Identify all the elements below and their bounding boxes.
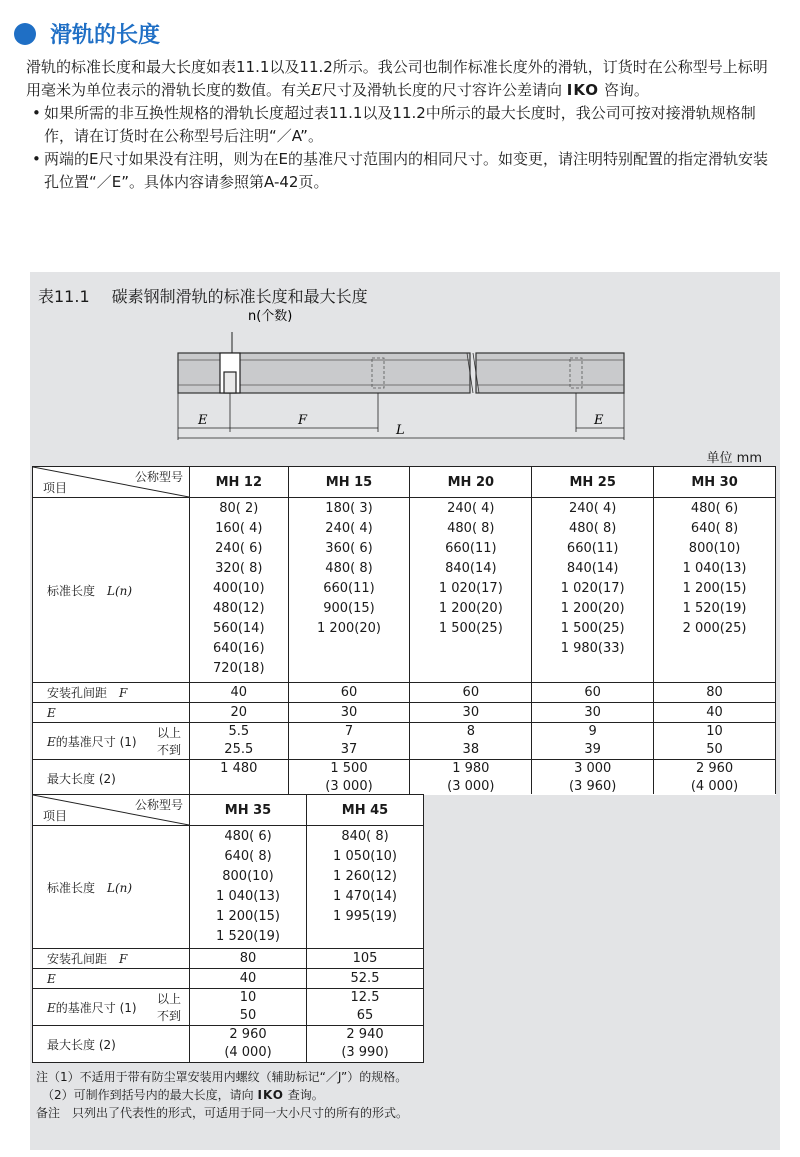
std-length-value: 800(10): [222, 869, 274, 884]
max-length-cell: 3 000 (3 960): [532, 760, 654, 797]
std-length-value: 640( 8): [690, 521, 739, 536]
std-length-value: 1 980(33): [560, 641, 625, 656]
dim-e-left: E: [198, 413, 208, 428]
std-length-cell: [190, 498, 289, 683]
model-header: MH 20: [410, 467, 532, 498]
std-length-cell: [410, 498, 532, 683]
rail-diagram: [30, 272, 780, 452]
table-panel: [30, 272, 780, 1150]
std-length-value: 400(10): [213, 581, 265, 596]
std-length-cell: [654, 498, 776, 683]
std-length-value: 480( 8): [447, 521, 495, 536]
e-cell: 40: [654, 703, 776, 723]
std-length-value: 640(16): [213, 641, 265, 656]
e-ref-cell: 10 50: [190, 989, 307, 1026]
section-header: [14, 18, 160, 49]
std-length-value: 1 470(14): [333, 889, 397, 904]
pitch-cell: 80: [654, 683, 776, 703]
model-header: MH 35: [190, 795, 307, 826]
max-length-cell: 1 500 (3 000): [288, 760, 410, 797]
max-length-cell: 2 960 (4 000): [190, 1026, 307, 1063]
e-cell: 20: [190, 703, 289, 723]
std-length-value: 240( 4): [325, 521, 373, 536]
std-length-value: 1 050(10): [333, 849, 397, 864]
model-header: MH 15: [288, 467, 410, 498]
row-label-std-length: 标准长度 L(n): [33, 826, 190, 949]
model-header: MH 30: [654, 467, 776, 498]
length-table-2: [32, 794, 776, 1063]
std-length-value: 660(11): [445, 541, 497, 556]
std-length-value: 640( 8): [224, 849, 272, 864]
length-table-1: [32, 466, 776, 797]
std-length-cell: [288, 498, 410, 683]
e-cell: 40: [190, 969, 307, 989]
std-length-value: 1 995(19): [333, 909, 397, 924]
std-length-value: 840(14): [445, 561, 497, 576]
pitch-cell: 40: [190, 683, 289, 703]
intro-text: [26, 56, 776, 194]
std-length-value: 1 500(25): [438, 621, 503, 636]
section-bullet-icon: [14, 23, 36, 45]
e-cell: 52.5: [307, 969, 424, 989]
std-length-value: 180( 3): [325, 501, 373, 516]
std-length-value: 1 500(25): [560, 621, 625, 636]
pitch-cell: 60: [532, 683, 654, 703]
row-label-pitch: 安装孔间距 F: [33, 683, 190, 703]
table-title: 表11.1 碳素钢制滑轨的标准长度和最大长度: [38, 287, 368, 306]
std-length-value: 1 020(17): [560, 581, 625, 596]
std-length-value: 660(11): [566, 541, 619, 556]
std-length-value: 240( 4): [447, 501, 495, 516]
e-ref-cell: 8 38: [410, 723, 532, 760]
row-label-max-length: 最大长度 (2): [33, 1026, 190, 1063]
std-length-value: 480(12): [213, 601, 265, 616]
unit-label: 单位 mm: [706, 451, 762, 466]
e-ref-cell: 12.5 65: [307, 989, 424, 1026]
row-label-pitch: 安装孔间距 F: [33, 949, 190, 969]
std-length-value: 660(11): [323, 581, 375, 596]
e-ref-cell: 10 50: [654, 723, 776, 760]
pitch-cell: 80: [190, 949, 307, 969]
max-length-cell: 1 980 (3 000): [410, 760, 532, 797]
std-length-value: 480( 8): [568, 521, 617, 536]
std-length-value: 900(15): [323, 601, 375, 616]
row-label-e: E: [33, 703, 190, 723]
std-length-value: 240( 6): [215, 541, 263, 556]
dim-f: F: [298, 413, 308, 428]
e-cell: 30: [288, 703, 410, 723]
std-length-value: 80( 2): [219, 501, 259, 516]
max-length-cell: 2 940 (3 990): [307, 1026, 424, 1063]
e-ref-cell: 9 39: [532, 723, 654, 760]
pitch-cell: 60: [288, 683, 410, 703]
pitch-cell: 105: [307, 949, 424, 969]
note-bullet: • 两端的E尺寸如果没有注明，则为在E的基准尺寸范围内的相同尺寸。如变更，请注明特别配置的指定滑轨安装孔位置“／E”。具体内容请参照第A-42页。: [32, 150, 768, 191]
std-length-value: 1 200(20): [438, 601, 503, 616]
std-length-value: 2 000(25): [682, 621, 747, 636]
model-header: MH 25: [532, 467, 654, 498]
std-length-value: 840(14): [566, 561, 619, 576]
header-corner: 公称型号 项目: [33, 795, 190, 826]
e-cell: 30: [410, 703, 532, 723]
std-length-cell: [307, 826, 424, 949]
std-length-value: 800(10): [688, 541, 741, 556]
row-label-e-ref: E的基准尺寸 (1) 以上 不到: [33, 989, 190, 1026]
std-length-value: 560(14): [213, 621, 265, 636]
dim-e-right: E: [594, 413, 604, 428]
row-label-std-length: 标准长度 L(n): [33, 498, 190, 683]
row-label-max-length: 最大长度 (2): [33, 760, 190, 797]
std-length-value: 720(18): [213, 661, 265, 676]
note-2: （2）可制作到括号内的最大长度，请向 IKO 查询。: [48, 1088, 324, 1102]
std-length-value: 240( 4): [568, 501, 617, 516]
std-length-cell: [532, 498, 654, 683]
std-length-value: 1 200(15): [216, 909, 280, 924]
pitch-cell: 60: [410, 683, 532, 703]
std-length-cell: [190, 826, 307, 949]
e-cell: 30: [532, 703, 654, 723]
table-notes: [36, 1068, 408, 1122]
std-length-value: 480( 6): [690, 501, 739, 516]
remark: 备注 只列出了代表性的形式，可适用于同一大小尺寸的所有的形式。: [36, 1106, 409, 1120]
iko-logo: IKO: [566, 81, 600, 99]
std-length-value: 840( 8): [341, 829, 389, 844]
std-length-value: 360( 6): [325, 541, 373, 556]
model-header: MH 45: [307, 795, 424, 826]
max-length-cell: 2 960 (4 000): [654, 760, 776, 797]
e-ref-cell: 7 37: [288, 723, 410, 760]
std-length-value: 1 260(12): [333, 869, 397, 884]
note-bullet: • 如果所需的非互换性规格的滑轨长度超过表11.1以及11.2中所示的最大长度时，我公司可按对接滑轨规格制作，请在订货时在公称型号后注明“／A”。: [32, 104, 756, 145]
std-length-value: 1 020(17): [438, 581, 503, 596]
std-length-value: 1 040(13): [216, 889, 280, 904]
std-length-value: 1 040(13): [682, 561, 747, 576]
std-length-value: 1 200(20): [317, 621, 381, 636]
header-corner: 公称型号 项目: [33, 467, 190, 498]
std-length-value: 1 200(20): [560, 601, 625, 616]
note-1: 注（1）不适用于带有防尘罩安装用内螺纹（辅助标记“／J”）的规格。: [36, 1070, 408, 1084]
std-length-value: 320( 8): [215, 561, 263, 576]
std-length-value: 160( 4): [215, 521, 263, 536]
dim-l: L: [396, 423, 405, 438]
std-length-value: 480( 6): [224, 829, 272, 844]
iko-logo: IKO: [257, 1088, 284, 1102]
std-length-value: 1 200(15): [682, 581, 747, 596]
intro-paragraph: 滑轨的标准长度和最大长度如表11.1以及11.2所示。我公司也制作标准长度外的滑轨，订货时在公称型号上标明用毫米为单位表示的滑轨长度的数值。有关E尺寸及滑轨长度的尺寸容许公差请向 IKO 咨询。: [26, 58, 768, 99]
e-ref-cell: 5.5 25.5: [190, 723, 289, 760]
row-label-e: E: [33, 969, 190, 989]
section-title: 滑轨的长度: [50, 23, 161, 48]
n-count-label: n(个数): [248, 309, 293, 324]
std-length-value: 1 520(19): [682, 601, 747, 616]
std-length-value: 1 520(19): [216, 929, 280, 944]
max-length-cell: 1 480: [190, 760, 289, 797]
row-label-e-ref: E的基准尺寸 (1) 以上 不到: [33, 723, 190, 760]
model-header: MH 12: [190, 467, 289, 498]
std-length-value: 480( 8): [325, 561, 373, 576]
